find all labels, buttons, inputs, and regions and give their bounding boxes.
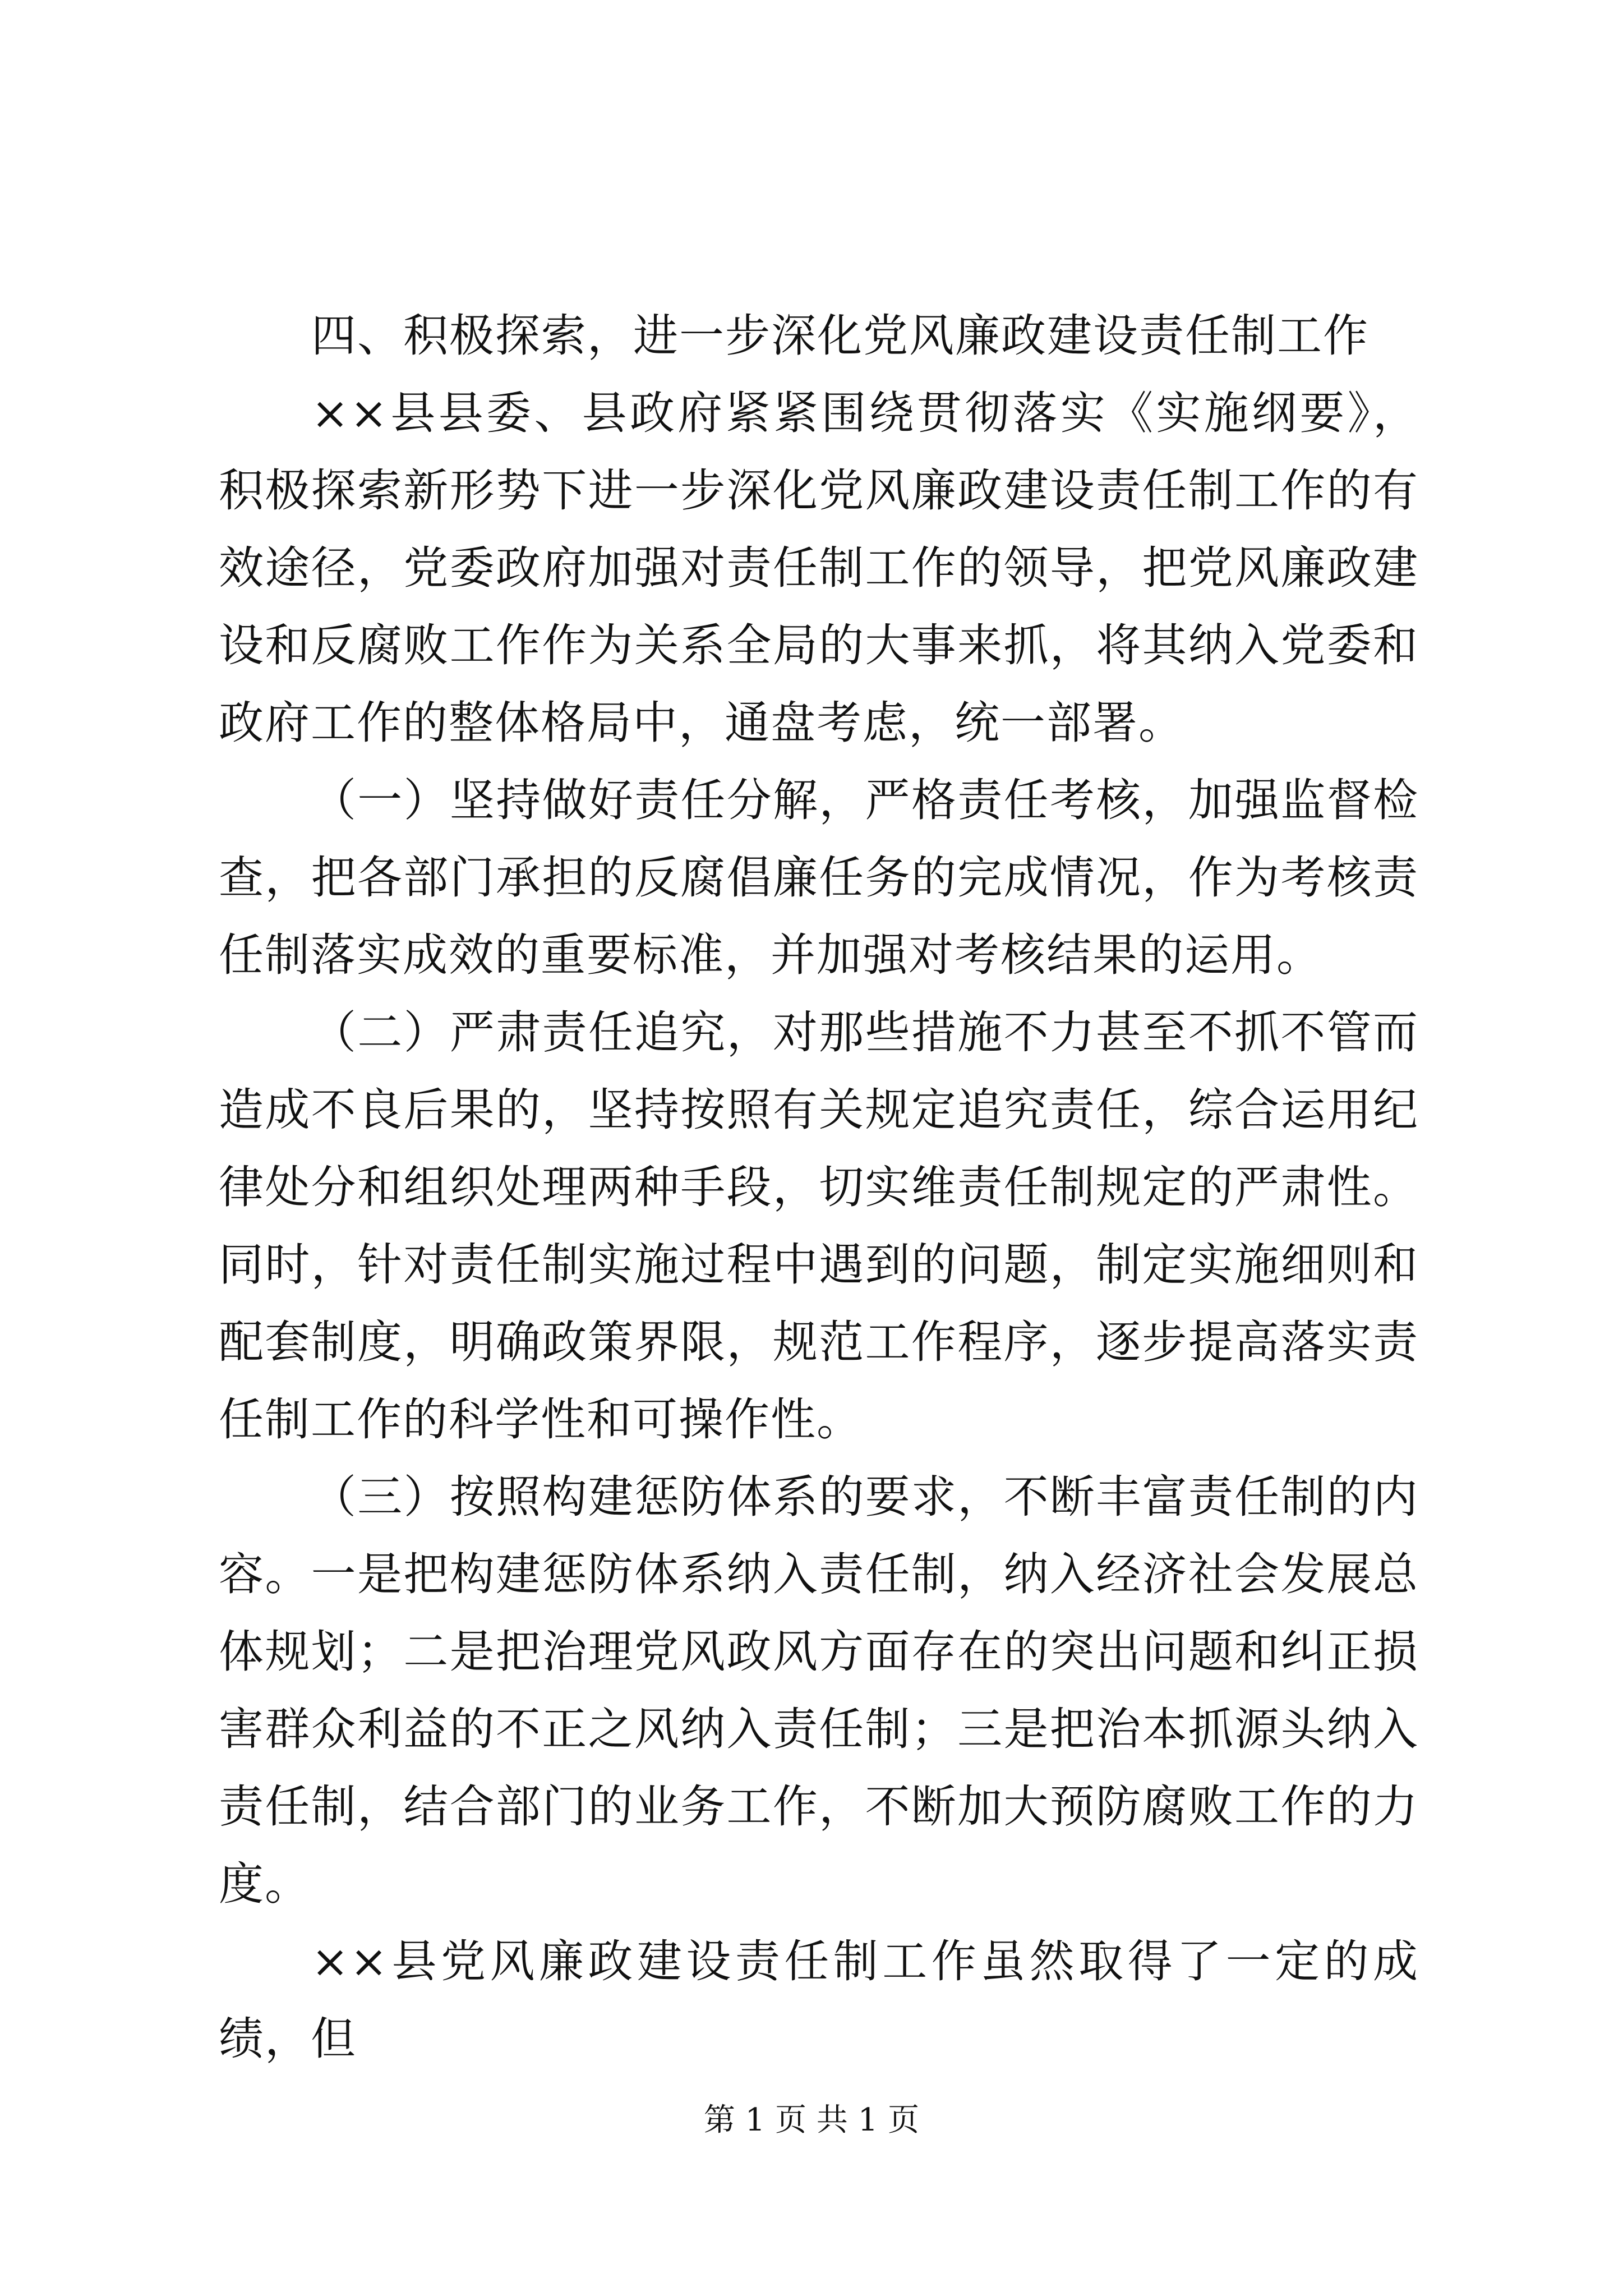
section-heading: 四、积极探索，进一步深化党风廉政建设责任制工作 — [311, 310, 1369, 362]
document-body — [219, 297, 1419, 2078]
paragraph-item-2: （二）严肃责任追究，对那些措施不力甚至不抓不管而造成不良后果的，坚持按照有关规定追究责任，综合运用纪律处分和组织处理两种手段，切实维责任制规定的严肃性。同时，针对责任制实施过程中遇到的问题，制定实施细则和配套制度，明确政策界限，规范工作程序，逐步提高落实责任制工作的科学性和可操作性。 — [219, 1006, 1419, 1446]
paragraph-conclusion: ××县党风廉政建设责任制工作虽然取得了一定的成绩，但 — [219, 1935, 1419, 2065]
paragraph-intro: ××县县委、县政府紧紧围绕贯彻落实《实施纲要》，积极探索新形势下进一步深化党风廉政建设责任制工作的有效途径，党委政府加强对责任制工作的领导，把党风廉政建设和反腐败工作作为关系全局的大事来抓，将其纳入党委和政府工作的整体格局中，通盘考虑，统一部署。 — [219, 387, 1419, 749]
page-footer: 第 1 页 共 1 页 — [703, 2102, 920, 2138]
paragraph-item-3: （三）按照构建惩防体系的要求，不断丰富责任制的内容。一是把构建惩防体系纳入责任制，纳入经济社会发展总体规划；二是把治理党风政风方面存在的突出问题和纠正损害群众利益的不正之风纳入责任制；三是把治本抓源头纳入责任制，结合部门的业务工作，不断加大预防腐败工作的力度。 — [219, 1471, 1419, 1910]
paragraph-item-1: （一）坚持做好责任分解，严格责任考核，加强监督检查，把各部门承担的反腐倡廉任务的完成情况，作为考核责任制落实成效的重要标准，并加强对考核结果的运用。 — [219, 774, 1419, 981]
